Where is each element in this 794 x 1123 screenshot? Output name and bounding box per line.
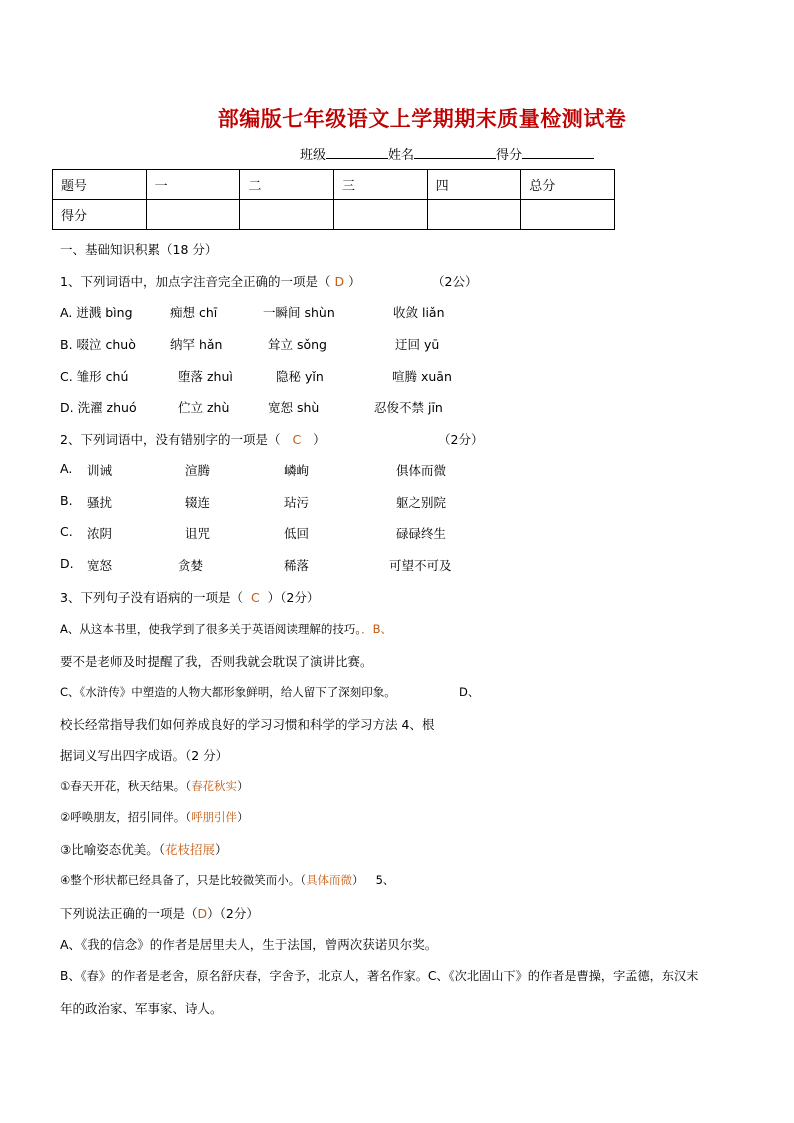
student-info-line [300, 144, 594, 163]
table-cell [521, 200, 615, 230]
question-5-option-b: B、《春》的作者是老舍，原名舒庆春，字舍予，北京人，著名作家。C、《次北固山下》的作者是曹操，字孟德，东汉末 [60, 969, 699, 983]
question-2-stem: 2、下列词语中，没有错别字的一项是（ C ） [60, 432, 326, 447]
name-label: 姓名 [388, 148, 415, 163]
question-1-points: （2公） [432, 274, 478, 289]
option-word: 隐秘 yǐn [276, 369, 324, 384]
question-3-option-d-marker: D、 [459, 685, 480, 699]
table-cell: 得分 [53, 200, 147, 230]
option-word: 迂回 yū [395, 337, 440, 352]
option-word: 嶙峋 [284, 463, 310, 478]
table-cell: 三 [333, 170, 427, 200]
class-label: 班级 [300, 148, 327, 163]
table-cell [427, 200, 521, 230]
option-a: A. [60, 461, 73, 476]
option-word: 诅咒 [185, 526, 211, 541]
question-5-stem: 下列说法正确的一项是（D）（2分） [60, 906, 259, 921]
class-blank [326, 146, 388, 159]
option-word: 玷污 [284, 495, 310, 510]
question-3-option-a: A、从这本书里，使我学到了很多关于英语阅读理解的技巧。．B、 [60, 622, 393, 636]
option-word: 宽恕 shù [268, 400, 320, 415]
option-word: 骚扰 [87, 495, 113, 510]
option-word: 碌碌终生 [396, 526, 447, 541]
option-word: 痴想 chī [170, 305, 218, 320]
question-2-points: （2分） [438, 432, 484, 447]
answer-text: 花枝招展 [164, 842, 215, 857]
score-table [52, 169, 615, 230]
option-word: 训诫 [87, 463, 113, 478]
question-4-item: ①春天开花，秋天结果。（春花秋实） [60, 779, 249, 793]
name-blank [414, 146, 496, 159]
option-word: 忍俊不禁 jīn [374, 400, 443, 415]
table-cell: 四 [427, 170, 521, 200]
question-1-stem: 1、下列词语中，加点字注音完全正确的一项是（ D ） [60, 274, 361, 289]
option-b: B. 啜泣 chuò [60, 337, 136, 352]
answer-q3: C [250, 590, 260, 605]
option-word: 纳罕 hǎn [170, 337, 223, 352]
option-word: 俱体而微 [396, 463, 447, 478]
option-word: 一瞬间 shùn [263, 305, 335, 320]
answer-q5: D [197, 906, 208, 921]
table-row [53, 170, 615, 200]
question-4-stem: 据词义写出四字成语。（2 分） [60, 748, 229, 763]
option-d: D. [60, 556, 74, 571]
option-word: 贪婪 [178, 558, 204, 573]
option-c: C. 雏形 chú [60, 369, 129, 384]
table-cell: 题号 [53, 170, 147, 200]
option-b: B. [60, 493, 73, 508]
option-word: 稀落 [284, 558, 310, 573]
option-word: 躯之别院 [396, 495, 447, 510]
table-cell: 总分 [521, 170, 615, 200]
question-4-item: ②呼唤朋友，招引同伴。（呼朋引伴） [60, 810, 249, 824]
question-3-option-d: 校长经常指导我们如何养成良好的学习习惯和科学的学习方法 4、根 [60, 717, 435, 732]
score-blank [522, 146, 594, 159]
option-word: 耸立 sǒng [268, 337, 327, 352]
option-a: A. 迸溅 bìng [60, 305, 133, 320]
option-word: 渲腾 [185, 463, 211, 478]
table-cell: 二 [240, 170, 334, 200]
answer-text: 具体而微 [306, 873, 353, 887]
question-4-item: ③比喻姿态优美。（花枝招展） [60, 842, 228, 857]
option-d: D. 洗濯 zhuó [60, 400, 137, 415]
question-4-item: ④整个形状都已经具备了，只是比较微笑而小。（具体而微） 5、 [60, 873, 395, 887]
option-c: C. [60, 524, 73, 539]
question-3-option-b: 要不是老师及时提醒了我，否则我就会耽误了演讲比赛。 [60, 654, 373, 669]
option-word: 伫立 zhù [178, 400, 230, 415]
question-5-option-c-cont: 年的政治家、军事家、诗人。 [60, 1001, 223, 1016]
option-word: 宽怒 [87, 558, 113, 573]
answer-text: 呼朋引伴 [191, 810, 238, 824]
table-cell: 一 [146, 170, 240, 200]
answer-q2: C [292, 432, 302, 447]
option-word: 堕落 zhuì [178, 369, 233, 384]
answer-text: 春花秋实 [191, 779, 238, 793]
score-label: 得分 [496, 148, 523, 163]
question-3-option-c: C、《水浒传》中塑造的人物大都形象鲜明，给人留下了深刻印象。 [60, 685, 396, 699]
section-heading: 一、基础知识积累（18 分） [60, 242, 218, 257]
table-row [53, 200, 615, 230]
answer-q1: D [334, 274, 345, 289]
option-word: 收敛 liǎn [393, 305, 445, 320]
option-word: 可望不可及 [389, 558, 452, 573]
question-3-stem: 3、下列句子没有语病的一项是（ C ）（2分） [60, 590, 320, 605]
option-word: 辍连 [185, 495, 211, 510]
option-word: 喧腾 xuān [392, 369, 452, 384]
page-title: 部编版七年级语文上学期期末质量检测试卷 [217, 106, 627, 131]
table-cell [146, 200, 240, 230]
table-cell [333, 200, 427, 230]
option-word: 浓阴 [87, 526, 113, 541]
table-cell [240, 200, 334, 230]
question-5-option-a: A、《我的信念》的作者是居里夫人，生于法国，曾两次获诺贝尔奖。 [60, 937, 438, 952]
option-word: 低回 [284, 526, 310, 541]
